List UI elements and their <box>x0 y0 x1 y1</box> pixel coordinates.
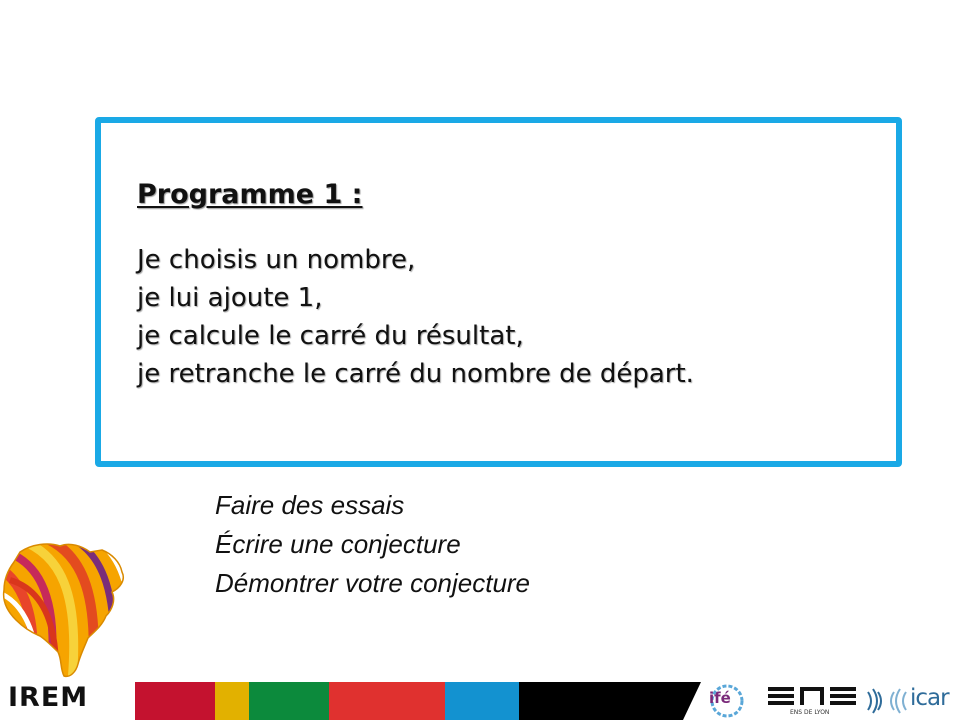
africa-logo <box>0 540 130 682</box>
program-step: Je choisis un nombre, <box>137 245 416 275</box>
program-title: Programme 1 : <box>137 179 363 210</box>
program-step: je calcule le carré du résultat, <box>137 321 524 351</box>
task-list <box>215 486 530 603</box>
footer-color-band <box>135 682 701 720</box>
task-item: Démontrer votre conjecture <box>215 568 531 598</box>
program-box <box>95 117 902 467</box>
program-step: je lui ajoute 1, <box>137 283 323 313</box>
task-item: Faire des essais <box>215 490 405 520</box>
partner-logos <box>702 682 960 720</box>
program-step: je retranche le carré du nombre de départ. <box>137 359 694 389</box>
irem-logo: IREM <box>8 682 89 713</box>
task-item: Écrire une conjecture <box>215 529 461 559</box>
ife-label: ifé <box>709 689 731 707</box>
ens-sublabel: ENS DE LYON <box>790 709 830 716</box>
icar-label: icar <box>910 685 949 711</box>
program-steps <box>137 241 694 393</box>
icar-waves-icon <box>864 686 912 716</box>
